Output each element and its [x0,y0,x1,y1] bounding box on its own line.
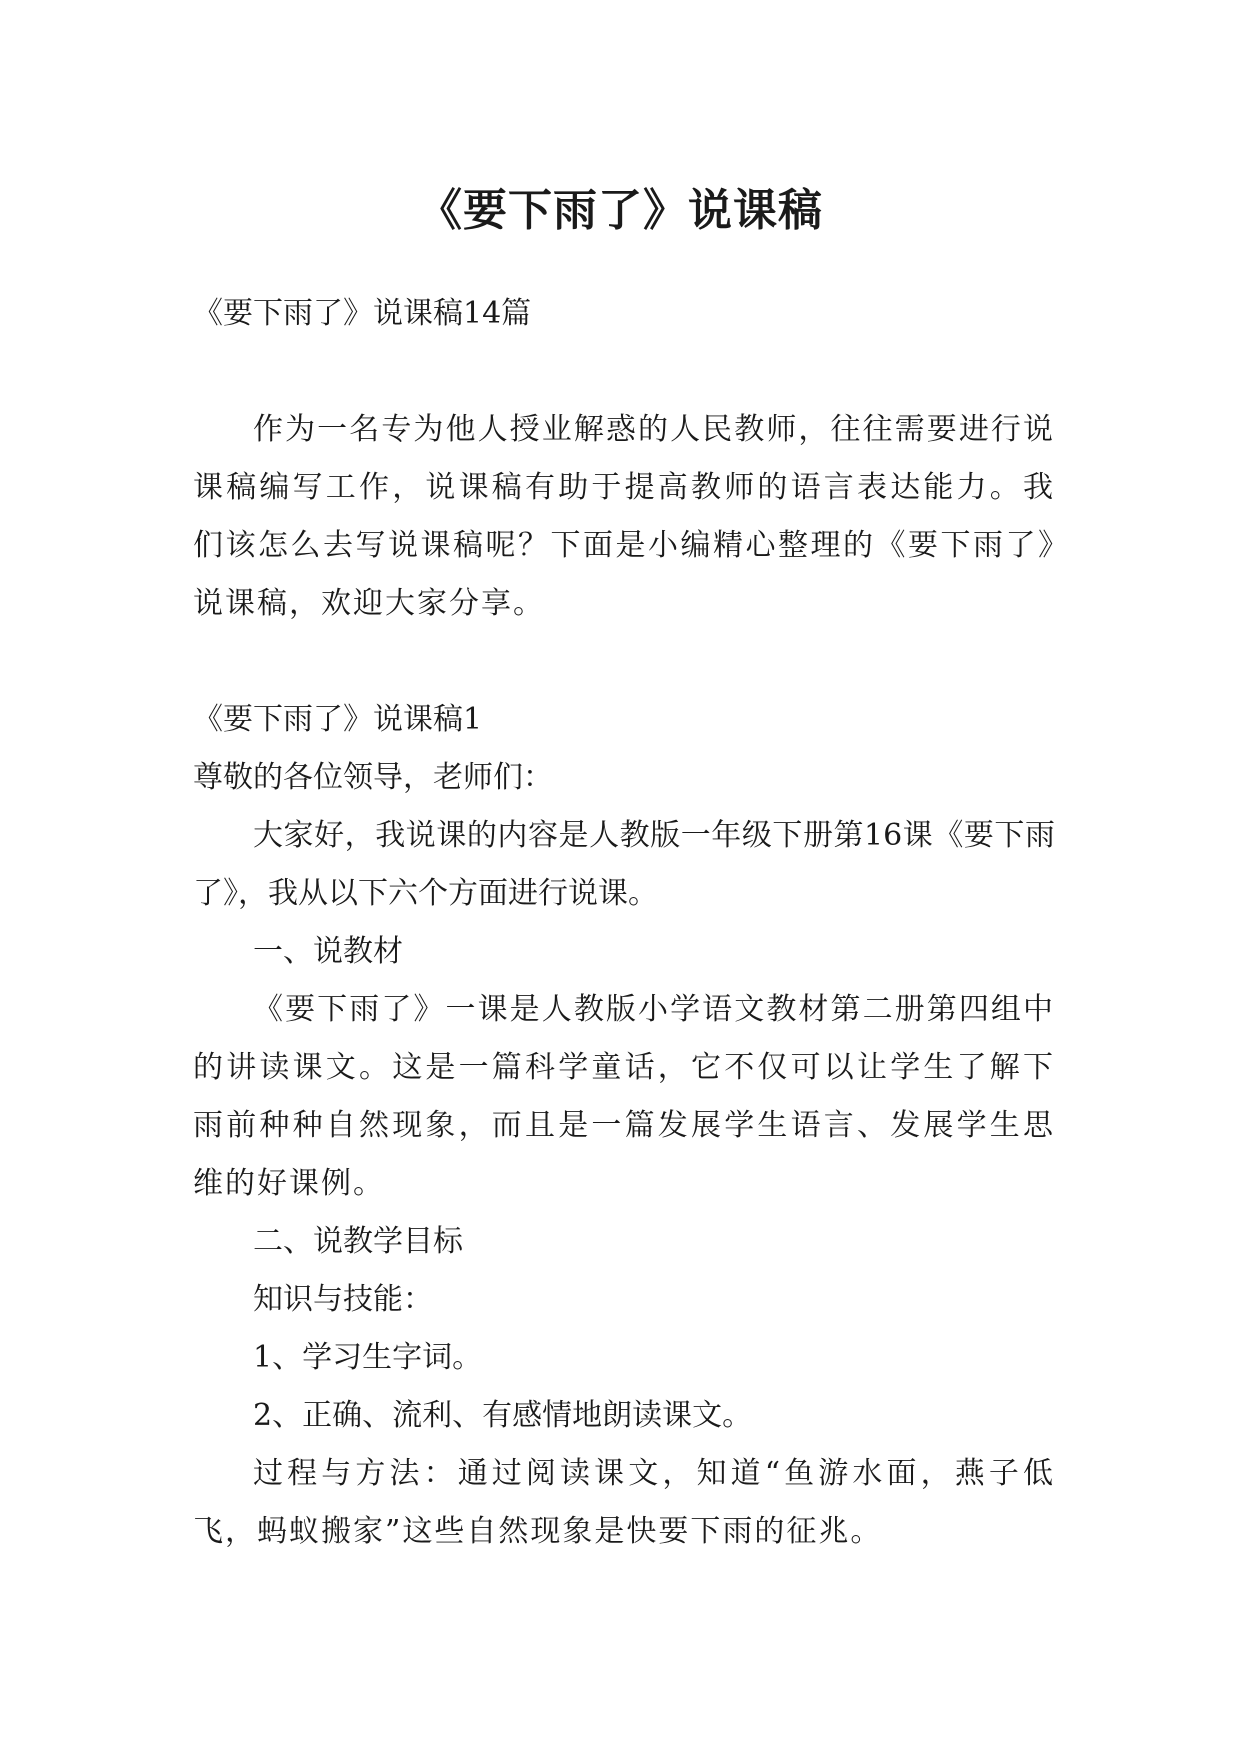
document-title: 《要下雨了》说课稿 [418,185,823,237]
goal-item-2: 2、正确、流利、有感情地朗读课文。 [253,1398,753,1433]
paragraph-process-methods: 过程与方法：通过阅读课文，知道“鱼游水面，燕子低飞，蚂蚁搬家”这些自然现象是快要下雨的征兆。 [193,1456,1055,1549]
intro-paragraph: 作为一名专为他人授业解惑的人民教师，往往需要进行说课稿编写工作，说课稿有助于提高教师的语言表达能力。我们该怎么去写说课稿呢？下面是小编精心整理的《要下雨了》说课稿，欢迎大家分享。 [193,412,1055,621]
document-subtitle: 《要下雨了》说课稿14篇 [193,296,532,331]
heading-teaching-goals: 二、说教学目标 [253,1224,463,1259]
paragraph-intro-lesson: 大家好，我说课的内容是人教版一年级下册第16课《要下雨了》，我从以下六个方面进行说课。 [193,818,1055,911]
heading-textbook: 一、说教材 [253,934,403,969]
goal-item-1: 1、学习生字词。 [253,1340,483,1375]
paragraph-textbook: 《要下雨了》一课是人教版小学语文教材第二册第四组中的讲读课文。这是一篇科学童话，它不仅可以让学生了解下雨前种种自然现象，而且是一篇发展学生语言、发展学生思维的好课例。 [193,992,1055,1201]
document-body [193,285,1055,1561]
section-heading: 《要下雨了》说课稿1 [193,702,483,737]
label-knowledge-skills: 知识与技能： [253,1282,433,1317]
greeting: 尊敬的各位领导，老师们： [193,760,553,795]
